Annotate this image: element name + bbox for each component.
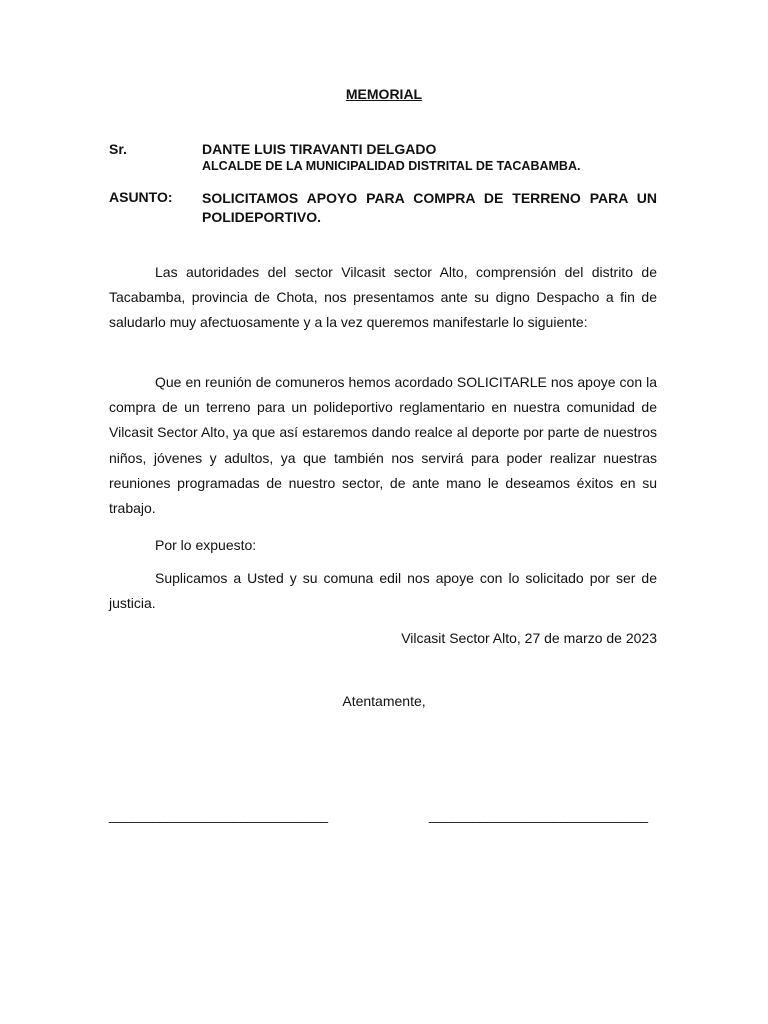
signature-line-right: ______________________________ bbox=[429, 807, 648, 823]
body-paragraph-intro: Las autoridades del sector Vilcasit sector Alto, comprensión del distrito de Tacabamba, provincia de Chota, nos presentamos ante su digno Despacho a fin de saludarlo muy afectuosamente y a la vez queremos manifestarle lo siguiente: bbox=[109, 264, 657, 331]
body-paragraph-expuesto: Por lo expuesto: bbox=[155, 537, 257, 553]
body-paragraph-plea: Suplicamos a Usted y su comuna edil nos apoye con lo solicitado por ser de justicia. bbox=[109, 570, 657, 612]
closing-salutation: Atentamente, bbox=[342, 693, 426, 709]
document-title: MEMORIAL bbox=[345, 86, 423, 102]
addressee-label: Sr. bbox=[109, 141, 127, 157]
subject-text: SOLICITAMOS APOYO PARA COMPRA DE TERRENO PARA UN POLIDEPORTIVO. bbox=[202, 190, 657, 225]
date-line: Vilcasit Sector Alto, 27 de marzo de 2023 bbox=[401, 630, 657, 646]
signature-line-left: ______________________________ bbox=[109, 807, 328, 823]
subject-label: ASUNTO: bbox=[109, 189, 173, 205]
addressee-name: DANTE LUIS TIRAVANTI DELGADO bbox=[202, 141, 437, 157]
body-paragraph-request: Que en reunión de comuneros hemos acordado SOLICITARLE nos apoye con la compra de un terreno para un polideportivo reglamentario en nuestra comunidad de Vilcasit Sector Alto, ya que así estaremos dando realce al deporte por parte de nuestros niños, jóvenes y adultos, ya que también nos servirá para poder realizar nuestras reuniones programadas de nuestro sector, de ante mano le deseamos éxitos en su trabajo. bbox=[109, 374, 657, 517]
addressee-role: ALCALDE DE LA MUNICIPALIDAD DISTRITAL DE TACABAMBA. bbox=[202, 159, 581, 173]
addressee-block bbox=[202, 141, 580, 174]
